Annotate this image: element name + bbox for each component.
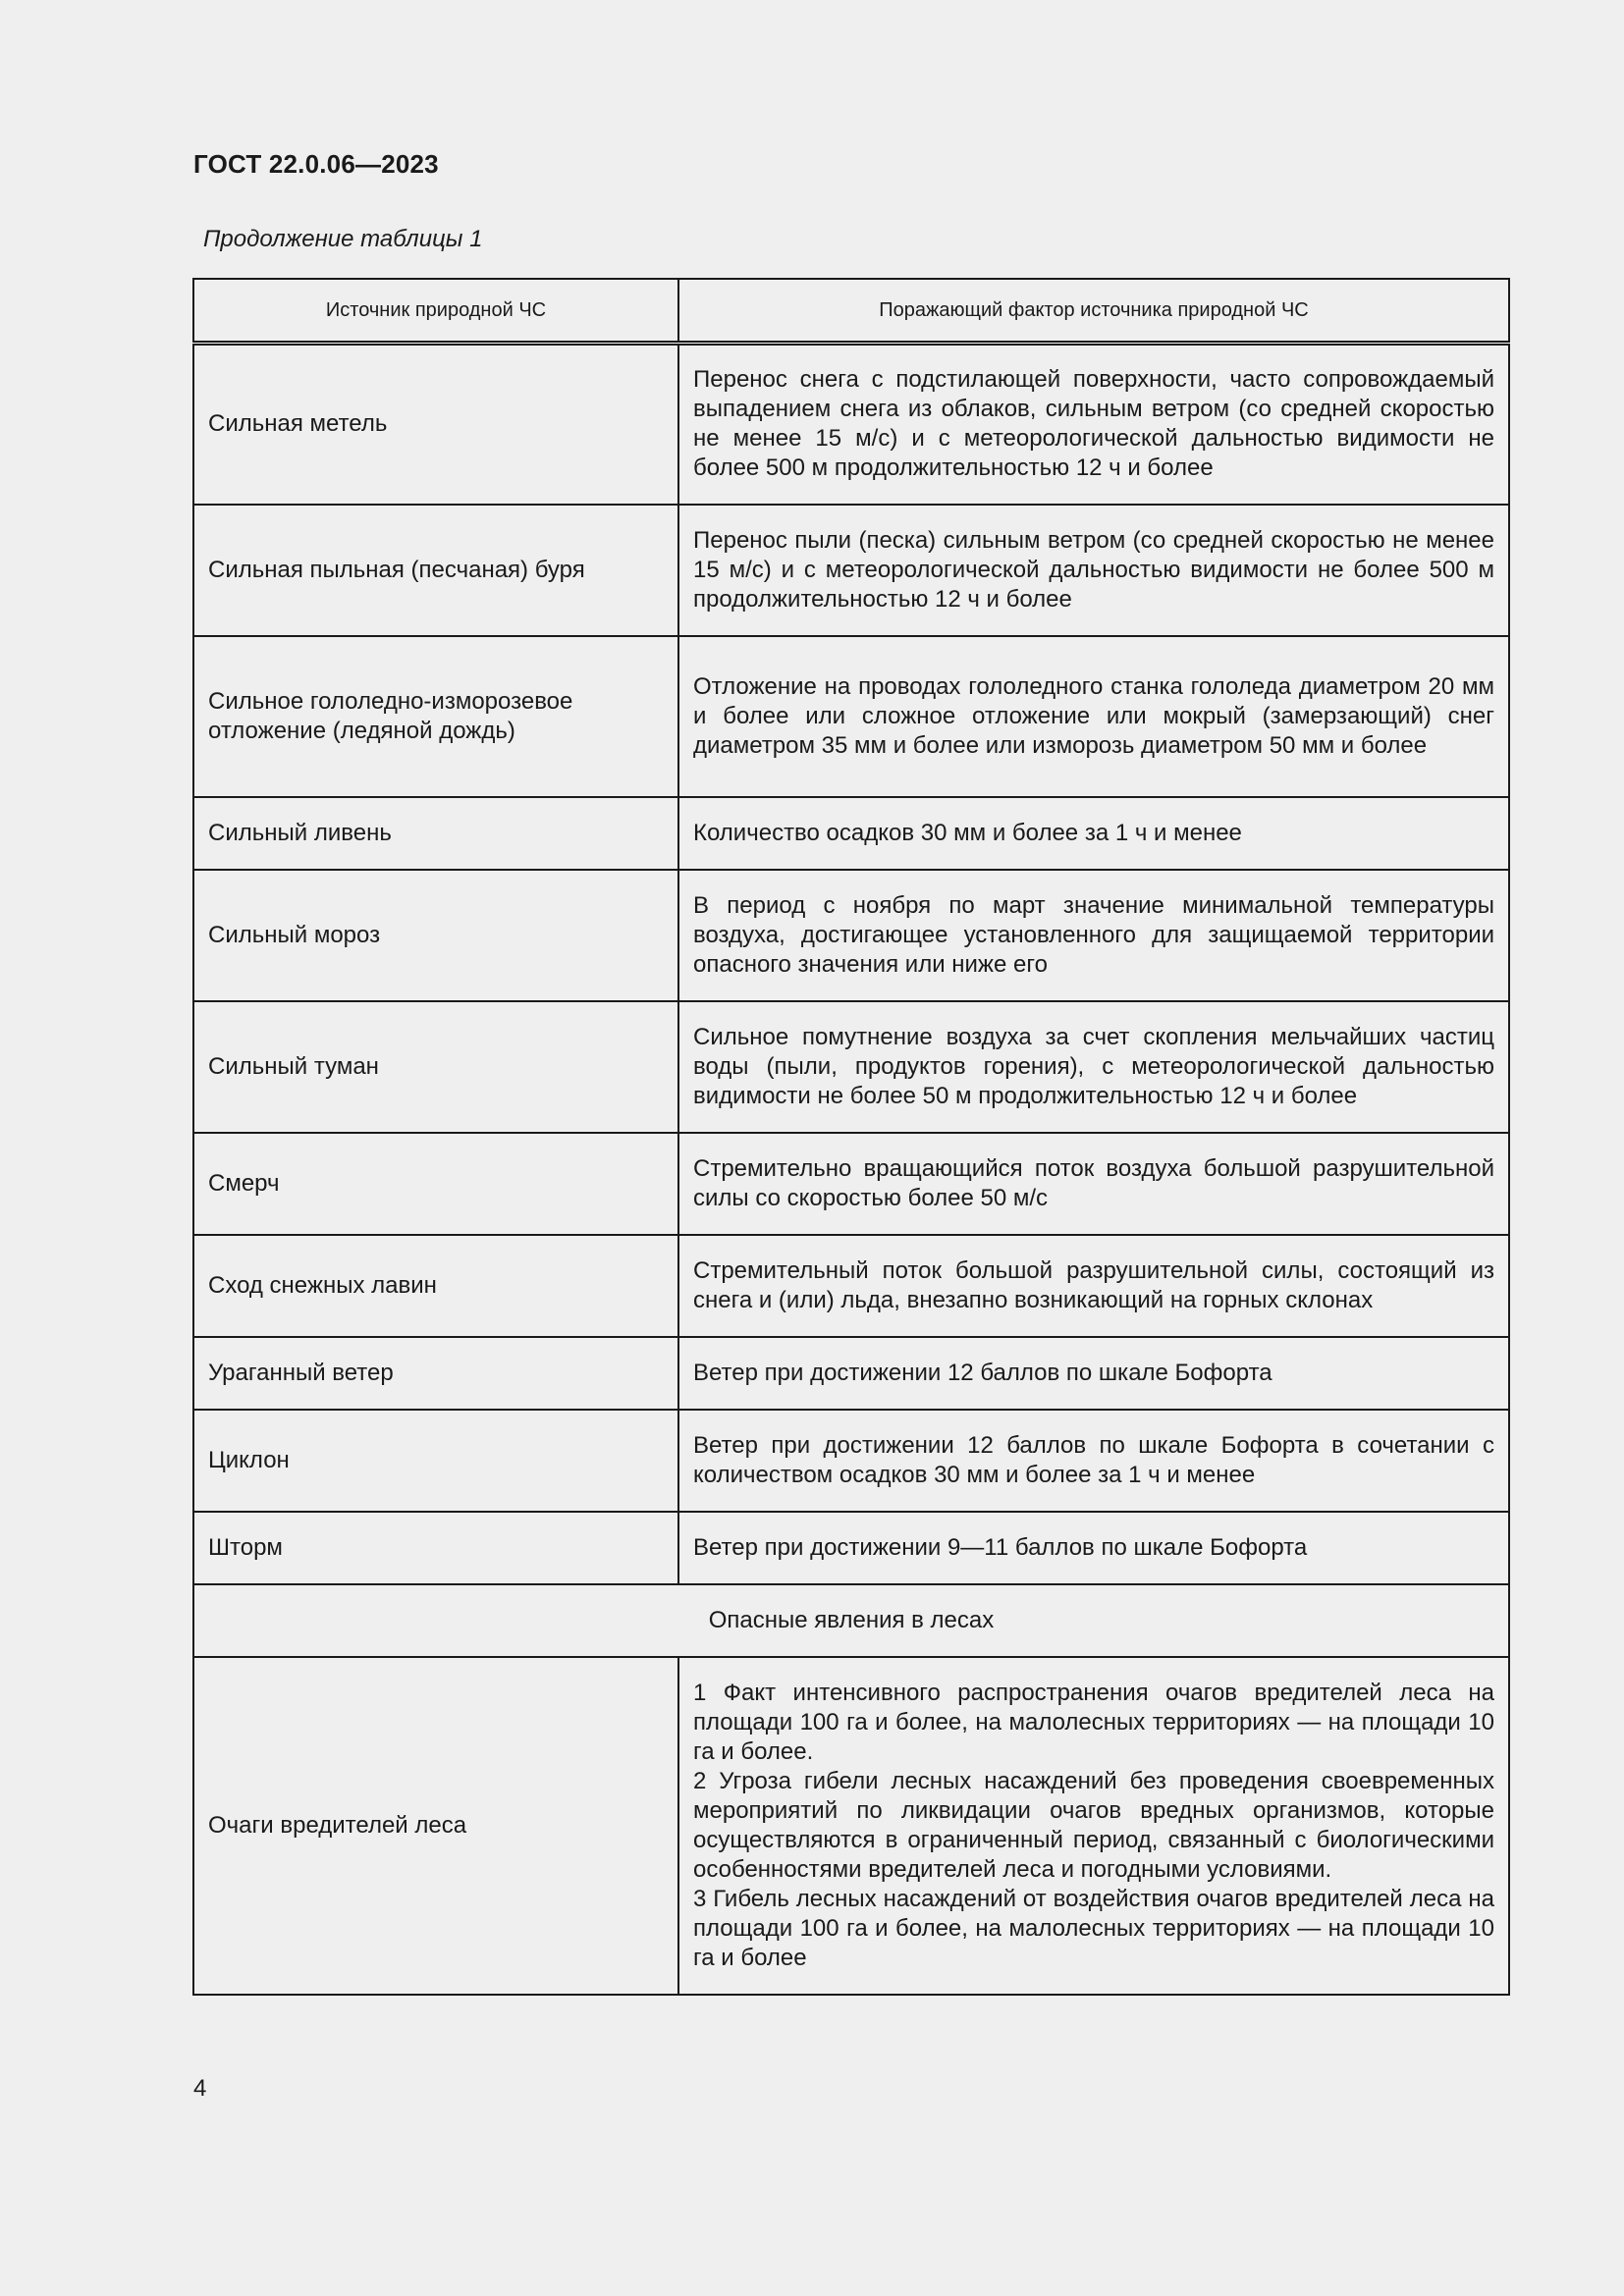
table-row xyxy=(193,1133,1509,1235)
table-row xyxy=(193,1410,1509,1512)
table-row xyxy=(193,505,1509,636)
source-cell: Сильный туман xyxy=(193,1001,678,1133)
factor-item: 2 Угроза гибели лесных насаждений без проведения своевременных мероприятий по ликвидации очагов вредных организмов, которые осуществляются в ограниченный период, связанный с биологическими особенностями вредителей леса и погодными условиями. xyxy=(693,1767,1494,1883)
source-cell: Смерч xyxy=(193,1133,678,1235)
table-row xyxy=(193,870,1509,1001)
hazard-table xyxy=(192,278,1510,1996)
source-cell: Очаги вредителей леса xyxy=(193,1657,678,1995)
source-cell: Сход снежных лавин xyxy=(193,1235,678,1337)
factor-cell: Сильное помутнение воздуха за счет скопления мельчайших частиц воды (пыли, продуктов горения), с метеорологической дальностью видимости не более 50 м продолжительностью 12 ч и более xyxy=(678,1001,1509,1133)
factor-cell: Перенос снега с подстилающей поверхности, часто сопровождаемый выпадением снега из облаков, сильным ветром (со средней скоростью не менее 15 м/с) и с метеорологической дальностью видимости не более 500 м продолжительностью 12 ч и более xyxy=(678,344,1509,505)
table-row xyxy=(193,344,1509,505)
table-row xyxy=(193,1657,1509,1995)
column-header-factor: Поражающий фактор источника природной ЧС xyxy=(678,279,1509,344)
source-cell: Сильная пыльная (песчаная) буря xyxy=(193,505,678,636)
source-cell: Сильный ливень xyxy=(193,797,678,870)
table-header-row xyxy=(193,279,1509,344)
source-cell: Ураганный ветер xyxy=(193,1337,678,1410)
source-cell: Сильный мороз xyxy=(193,870,678,1001)
column-header-source: Источник природной ЧС xyxy=(193,279,678,344)
factor-cell: Стремительный поток большой разрушительной силы, состоящий из снега и (или) льда, внезапно возникающий на горных склонах xyxy=(678,1235,1509,1337)
table-row xyxy=(193,1337,1509,1410)
factor-cell xyxy=(678,1657,1509,1995)
table-row xyxy=(193,797,1509,870)
table-row xyxy=(193,1001,1509,1133)
source-cell: Сильная метель xyxy=(193,344,678,505)
factor-item: 1 Факт интенсивного распространения очагов вредителей леса на площади 100 га и более, на малолесных территориях — на площади 10 га и более. xyxy=(693,1679,1494,1765)
document-code: ГОСТ 22.0.06—2023 xyxy=(193,149,439,179)
factor-cell: Отложение на проводах гололедного станка гололеда диаметром 20 мм и более или сложное отложение или мокрый (замерзающий) снег диаметром 35 мм и более или изморозь диаметром 50 мм и более xyxy=(678,636,1509,797)
source-cell: Циклон xyxy=(193,1410,678,1512)
factor-item: 3 Гибель лесных насаждений от воздействия очагов вредителей леса на площади 100 га и более, на малолесных территориях — на площади 10 га и более xyxy=(693,1885,1494,1971)
page-number: 4 xyxy=(193,2075,207,2102)
source-cell: Шторм xyxy=(193,1512,678,1584)
table-row xyxy=(193,1235,1509,1337)
factor-cell: Ветер при достижении 12 баллов по шкале Бофорта xyxy=(678,1337,1509,1410)
factor-cell: Перенос пыли (песка) сильным ветром (со средней скоростью не менее 15 м/с) и с метеорологической дальностью видимости не более 500 м продолжительностью 12 ч и более xyxy=(678,505,1509,636)
table-row xyxy=(193,1512,1509,1584)
table-caption: Продолжение таблицы 1 xyxy=(203,226,483,252)
hazard-table-container xyxy=(192,278,1508,1996)
section-title: Опасные явления в лесах xyxy=(193,1584,1509,1657)
source-cell: Сильное гололедно-изморозевое отложение (ледяной дождь) xyxy=(193,636,678,797)
factor-cell: Количество осадков 30 мм и более за 1 ч и менее xyxy=(678,797,1509,870)
factor-cell: Ветер при достижении 9—11 баллов по шкале Бофорта xyxy=(678,1512,1509,1584)
factor-cell: Ветер при достижении 12 баллов по шкале Бофорта в сочетании с количеством осадков 30 мм и более за 1 ч и менее xyxy=(678,1410,1509,1512)
section-header-row xyxy=(193,1584,1509,1657)
factor-cell: В период с ноября по март значение минимальной температуры воздуха, достигающее установленного для защищаемой территории опасного значения или ниже его xyxy=(678,870,1509,1001)
table-row xyxy=(193,636,1509,797)
factor-cell: Стремительно вращающийся поток воздуха большой разрушительной силы со скоростью более 50 м/с xyxy=(678,1133,1509,1235)
